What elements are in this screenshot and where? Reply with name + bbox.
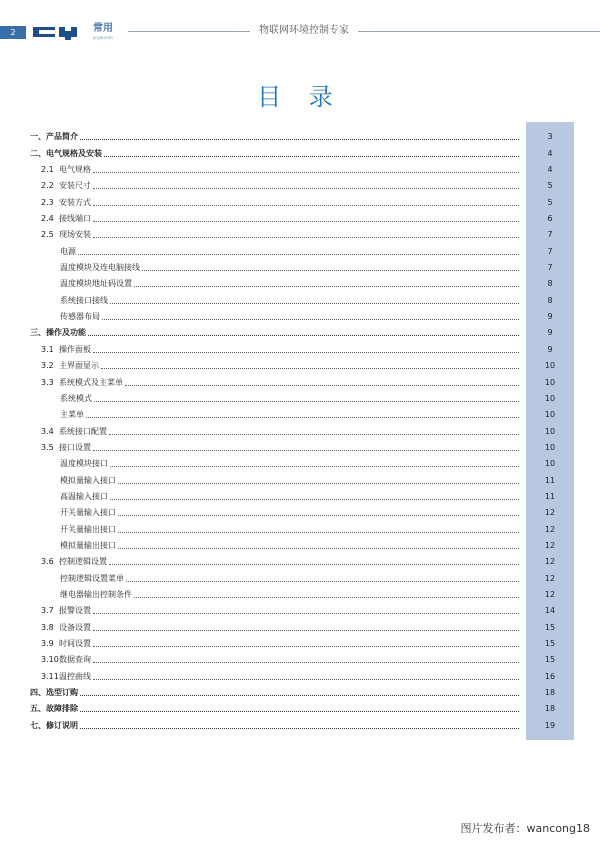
toc-entry-page: 10 <box>544 393 556 403</box>
toc-entry-number: 3.10 <box>41 655 59 665</box>
toc-entry-text: 一、产品简介 <box>30 132 78 142</box>
toc-entry-page: 12 <box>544 589 556 599</box>
toc-entry[interactable] <box>30 600 574 616</box>
toc-entry[interactable] <box>30 567 574 583</box>
toc-entry[interactable] <box>30 191 574 207</box>
toc-dot-leader <box>104 156 519 157</box>
toc-entry-number: 3.4 <box>41 426 54 436</box>
toc-entry-label <box>41 655 93 665</box>
toc-entry-page: 7 <box>547 230 553 240</box>
toc-dot-leader <box>101 368 519 369</box>
toc-title: 目 录 <box>257 83 343 111</box>
toc-entry-text: 安装方式 <box>59 197 91 207</box>
toc-entry-label <box>41 557 109 567</box>
toc-entry-page: 4 <box>547 148 553 158</box>
toc-entry-label <box>60 279 134 289</box>
toc-entry-number: 3.7 <box>41 606 54 616</box>
toc-entry[interactable] <box>30 518 574 534</box>
toc-entry-page: 3 <box>547 132 553 142</box>
toc-entry[interactable] <box>30 175 574 191</box>
toc-entry-label <box>60 247 78 257</box>
toc-entry[interactable] <box>30 273 574 289</box>
toc-entry-text: 系统接口配置 <box>59 426 107 436</box>
toc-entry-text: 系统模式及主菜单 <box>59 377 123 387</box>
toc-entry-page: 10 <box>544 361 556 371</box>
toc-entry-page: 4 <box>547 165 553 175</box>
toc-entry-page: 18 <box>544 704 556 714</box>
toc-dot-leader <box>93 646 519 647</box>
toc-dot-leader <box>94 401 519 402</box>
toc-entry[interactable] <box>30 469 574 485</box>
toc-entry-page: 7 <box>547 263 553 273</box>
toc-entry-text: 主界面显示 <box>59 361 99 371</box>
toc-dot-leader <box>93 172 519 173</box>
toc-entry-text: 时间设置 <box>59 639 91 648</box>
toc-entry-label <box>60 574 126 584</box>
toc-entry-text: 二、电气规格及安装 <box>30 148 102 158</box>
toc-entry-number: 2.1 <box>41 165 54 175</box>
toc-entry-text: 系统模式 <box>60 393 92 403</box>
toc-entry-text: 设备设置 <box>59 622 91 632</box>
toc-entry[interactable] <box>30 665 574 681</box>
toc-entry-text: 控制逻辑设置菜单 <box>60 573 124 583</box>
toc-entry[interactable] <box>30 355 574 371</box>
toc-entry-text: 电气规格 <box>59 165 91 175</box>
toc-dot-leader <box>134 597 519 598</box>
toc-entry-number: 3.1 <box>41 344 54 354</box>
toc-dot-leader <box>118 515 519 516</box>
toc-dot-leader <box>93 450 519 451</box>
toc-entry-text: 开关量输入接口 <box>60 508 116 518</box>
toc-entry-page: 9 <box>547 312 553 322</box>
toc-entry[interactable] <box>30 388 574 404</box>
toc-dot-leader <box>93 205 519 206</box>
toc-entry-label <box>30 328 88 338</box>
toc-entry[interactable] <box>30 535 574 551</box>
toc-entry-label <box>30 688 80 698</box>
toc-entry-label <box>41 639 93 649</box>
toc-entry[interactable] <box>30 224 574 240</box>
toc-entry-text: 继电器输出控制条件 <box>60 589 132 599</box>
toc-entry-number: 3.6 <box>41 557 54 567</box>
toc-entry-page: 10 <box>544 459 556 469</box>
toc-entry[interactable] <box>30 616 574 632</box>
toc-entry[interactable] <box>30 371 574 387</box>
watermark-text: 图片发布者：wancong18 <box>460 822 590 835</box>
toc-entry[interactable] <box>30 649 574 665</box>
toc-entry[interactable] <box>30 142 574 158</box>
toc-entry[interactable] <box>30 584 574 600</box>
toc-entry-page: 15 <box>544 655 556 665</box>
toc-entry[interactable] <box>30 322 574 338</box>
toc-entry-label <box>60 394 94 404</box>
toc-entry-page: 10 <box>544 426 556 436</box>
toc-entry[interactable] <box>30 453 574 469</box>
toc-entry-page: 12 <box>544 540 556 550</box>
toc-entry-label <box>60 296 110 306</box>
toc-entry-text: 温度模块及连电脑接线 <box>60 263 140 273</box>
toc-entry-text: 现场安装 <box>59 230 91 240</box>
toc-entry-text: 模拟量输入接口 <box>60 475 116 485</box>
toc-entry-page: 12 <box>544 573 556 583</box>
toc-dot-leader <box>118 483 519 484</box>
toc-entry-page: 12 <box>544 524 556 534</box>
toc-entry-text: 系统接口接线 <box>60 295 108 305</box>
toc-entry-label <box>41 165 93 175</box>
toc-entry[interactable] <box>30 437 574 453</box>
toc-entry-label <box>41 443 93 453</box>
toc-entry-text: 模拟量输出接口 <box>60 540 116 550</box>
toc-entry[interactable] <box>30 159 574 175</box>
toc-entry-label <box>60 508 118 518</box>
toc-dot-leader <box>78 254 519 255</box>
toc-entry-page: 15 <box>544 622 556 632</box>
toc-entry-label <box>60 476 118 486</box>
toc-dot-leader <box>93 221 519 222</box>
toc-entry-label <box>30 721 80 731</box>
toc-entry[interactable] <box>30 502 574 518</box>
header-title: 物联网环境控制专家 <box>259 25 349 36</box>
toc-dot-leader <box>80 711 519 712</box>
toc-entry-number: 3.9 <box>41 639 54 648</box>
toc-entry[interactable] <box>30 306 574 322</box>
toc-entry-number: 2.4 <box>41 214 54 224</box>
toc-entry[interactable] <box>30 551 574 567</box>
toc-dot-leader <box>118 548 519 549</box>
toc-entry-text: 开关量输出接口 <box>60 524 116 534</box>
toc-dot-leader <box>126 581 519 582</box>
page-header <box>0 0 600 40</box>
toc-entry-text: 传感器布局 <box>60 312 100 322</box>
toc-entry-page: 8 <box>547 279 553 289</box>
toc-entry-text: 四、选型订购 <box>30 688 78 698</box>
toc-dot-leader <box>93 237 519 238</box>
toc-entry-text: 温度模块接口 <box>60 459 108 469</box>
table-of-contents <box>30 126 574 731</box>
header-divider-right <box>358 31 600 32</box>
toc-entry-text: 五、故障排除 <box>30 704 78 714</box>
toc-entry-text: 接线端口 <box>59 214 91 224</box>
toc-entry-label <box>41 672 93 682</box>
toc-entry[interactable] <box>30 633 574 649</box>
toc-dot-leader <box>80 139 519 140</box>
toc-entry-page: 10 <box>544 442 556 452</box>
toc-dot-leader <box>86 417 519 418</box>
header-divider-left <box>128 31 250 32</box>
toc-dot-leader <box>134 286 519 287</box>
toc-entry-label <box>30 149 104 159</box>
page-number-badge: 2 <box>0 26 26 39</box>
toc-dot-leader <box>93 679 519 680</box>
toc-dot-leader <box>109 434 519 435</box>
toc-dot-leader <box>93 613 519 614</box>
toc-entry-label <box>41 230 93 240</box>
toc-entry-page: 5 <box>547 181 553 191</box>
toc-entry[interactable] <box>30 714 574 730</box>
toc-entry-text: 报警设置 <box>59 606 91 616</box>
toc-entry-number: 3.2 <box>41 361 54 371</box>
toc-entry[interactable] <box>30 682 574 698</box>
toc-entry-label <box>60 410 86 420</box>
toc-entry-number: 3.11 <box>41 671 59 681</box>
toc-entry-page: 12 <box>544 557 556 567</box>
toc-entry-text: 三、操作及功能 <box>30 328 86 338</box>
toc-entry-page: 19 <box>544 720 556 730</box>
toc-entry-number: 2.2 <box>41 181 54 191</box>
toc-entry[interactable] <box>30 257 574 273</box>
toc-entry-label <box>60 525 118 535</box>
toc-entry-text: 主菜单 <box>60 410 84 420</box>
toc-dot-leader <box>93 188 519 189</box>
toc-entry[interactable] <box>30 289 574 305</box>
toc-entry-page: 11 <box>544 475 556 485</box>
toc-entry-page: 8 <box>547 295 553 305</box>
toc-entry[interactable] <box>30 126 574 142</box>
toc-entry-text: 高温输入接口 <box>60 491 108 501</box>
toc-entry-label <box>41 214 93 224</box>
toc-entry[interactable] <box>30 240 574 256</box>
toc-entry-page: 18 <box>544 688 556 698</box>
toc-entry-page: 10 <box>544 410 556 420</box>
toc-entry-page: 16 <box>544 671 556 681</box>
toc-dot-leader <box>80 728 519 729</box>
toc-entry-page: 7 <box>547 246 553 256</box>
toc-dot-leader <box>125 385 519 386</box>
toc-entry[interactable] <box>30 338 574 354</box>
toc-entry[interactable] <box>30 486 574 502</box>
toc-entry-page: 12 <box>544 508 556 518</box>
toc-entry-text: 控制逻辑设置 <box>59 557 107 567</box>
toc-dot-leader <box>110 499 519 500</box>
toc-entry-text: 温度模块地址码设置 <box>60 279 132 289</box>
toc-entry-label <box>41 427 109 437</box>
toc-dot-leader <box>110 303 519 304</box>
toc-entry[interactable] <box>30 208 574 224</box>
toc-entry[interactable] <box>30 420 574 436</box>
toc-entry-label <box>41 181 93 191</box>
toc-entry-label <box>41 623 93 633</box>
company-logo <box>33 22 123 42</box>
toc-entry-page: 14 <box>544 606 556 616</box>
toc-entry[interactable] <box>30 404 574 420</box>
toc-entry-number: 3.3 <box>41 377 54 387</box>
toc-entry-number: 3.8 <box>41 622 54 632</box>
toc-entry-label <box>60 541 118 551</box>
toc-entry-page: 10 <box>544 377 556 387</box>
toc-entry-label <box>41 198 93 208</box>
toc-dot-leader <box>142 270 519 271</box>
toc-dot-leader <box>88 335 519 336</box>
toc-entry-text: 安装尺寸 <box>59 181 91 191</box>
toc-entry-page: 11 <box>544 491 556 501</box>
toc-dot-leader <box>109 564 519 565</box>
toc-entry-label <box>60 590 134 600</box>
toc-dot-leader <box>93 630 519 631</box>
toc-entry-label <box>60 263 142 273</box>
toc-entry-label <box>60 312 102 322</box>
toc-entry-text: 操作面板 <box>59 344 91 354</box>
toc-entry-page: 15 <box>544 639 556 648</box>
toc-entry-page: 5 <box>547 197 553 207</box>
toc-dot-leader <box>110 466 519 467</box>
toc-entry-label <box>30 132 80 142</box>
toc-dot-leader <box>118 532 519 533</box>
logo-cy-icon <box>33 22 91 40</box>
toc-entry-text: 七、修订说明 <box>30 720 78 730</box>
toc-entry-label <box>30 704 80 714</box>
toc-entry-label <box>41 606 93 616</box>
toc-entry-label <box>60 459 110 469</box>
toc-entry-label <box>60 492 110 502</box>
toc-entry-text: 温控曲线 <box>59 671 91 681</box>
toc-entry-label <box>41 345 93 355</box>
toc-dot-leader <box>80 695 519 696</box>
toc-entry-text: 接口设置 <box>59 442 91 452</box>
logo-brand-text: 常用 <box>93 23 113 34</box>
toc-entry-text: 数据查询 <box>59 655 91 665</box>
toc-entry-page: 9 <box>547 344 553 354</box>
toc-dot-leader <box>102 319 519 320</box>
toc-entry-label <box>41 378 125 388</box>
toc-entry-label <box>41 361 101 371</box>
toc-dot-leader <box>93 662 519 663</box>
logo-subtext: ycyw.com <box>93 35 113 40</box>
toc-entry-page: 9 <box>547 328 553 338</box>
toc-entry-number: 2.3 <box>41 197 54 207</box>
toc-entry[interactable] <box>30 698 574 714</box>
toc-entry-number: 2.5 <box>41 230 54 240</box>
toc-entry-page: 6 <box>547 214 553 224</box>
toc-entry-number: 3.5 <box>41 442 54 452</box>
toc-dot-leader <box>93 352 519 353</box>
toc-entry-text: 电源 <box>60 246 76 256</box>
